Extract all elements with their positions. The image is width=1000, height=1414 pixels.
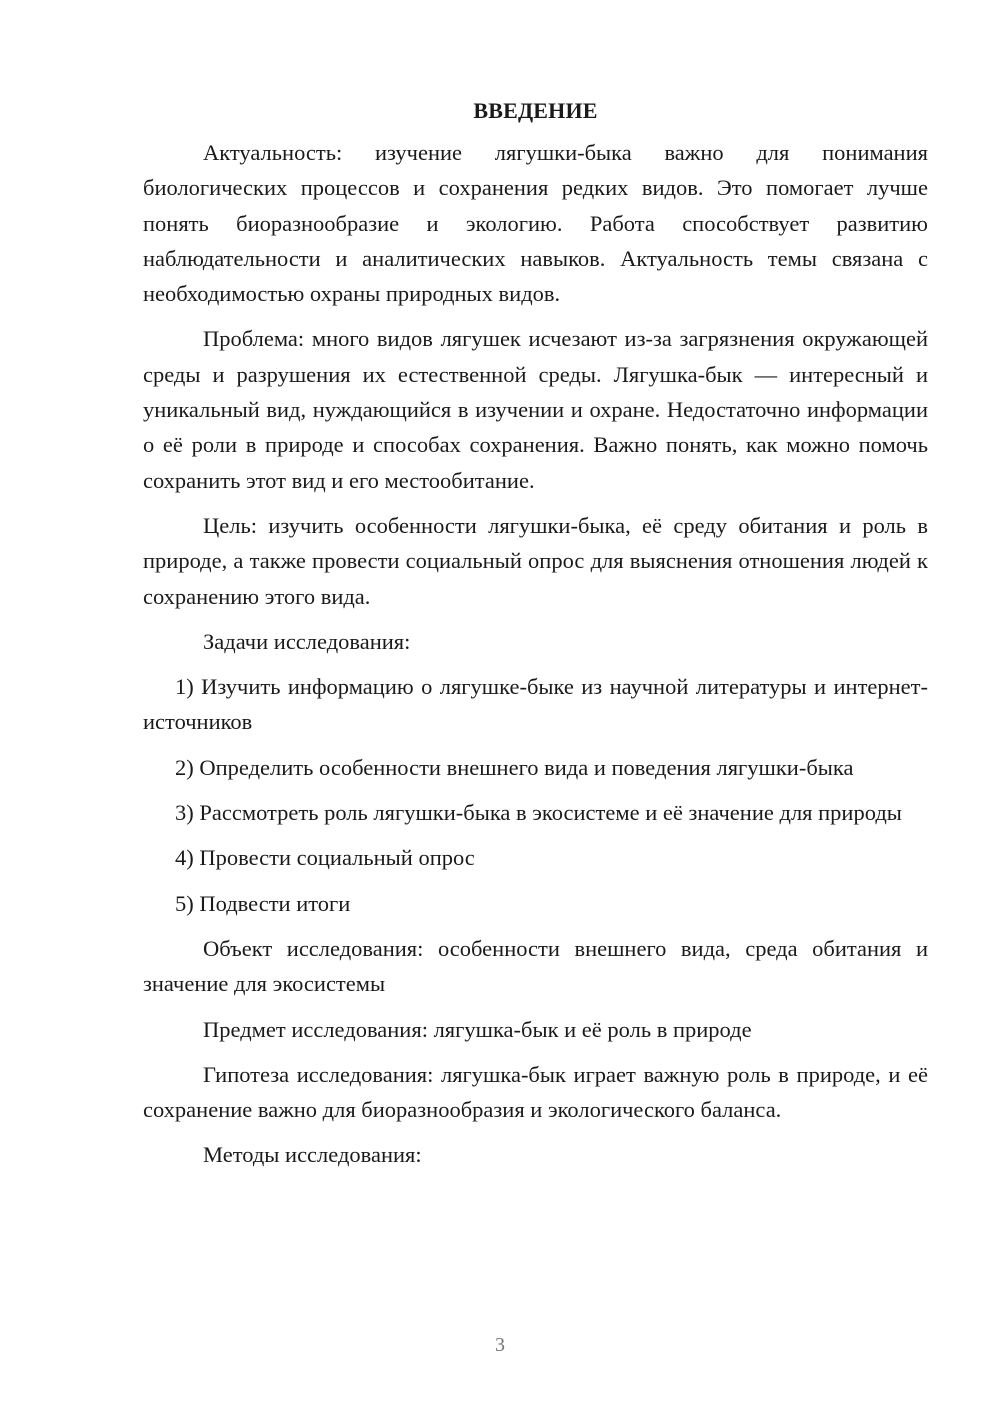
- paragraph-hypothesis: Гипотеза исследования: лягушка-бык играет важную роль в природе, и её сохранение важно для биоразнообразия и экологического баланса.: [143, 1061, 928, 1123]
- paragraph-goal: Цель: изучить особенности лягушки-быка, её среду обитания и роль в природе, а также провести социальный опрос для выяснения отношения людей к сохранению этого вида.: [143, 512, 928, 609]
- section-title: ВВЕДЕНИЕ: [473, 98, 598, 123]
- task-item: 2) Определить особенности внешнего вида и поведения лягушки-быка: [175, 754, 854, 780]
- page-number: 3: [495, 1334, 505, 1356]
- paragraph-problem: Проблема: много видов лягушек исчезают из-за загрязнения окружающей среды и разрушения их естественной среды. Лягушка-бык — интересный и уникальный вид, нуждающийся в изучении и охране. Недостаточно информации о её роли в природе и способах сохранения. Важно понять, как можно помочь сохранить этот вид и его местообитание.: [143, 326, 928, 493]
- task-item: 1) Изучить информацию о лягушке-быке из научной литературы и интернет-источников: [143, 674, 928, 735]
- paragraph-relevance: Актуальность: изучение лягушки-быка важно для понимания биологических процессов и сохранения редких видов. Это помогает лучше понять биоразнообразие и экологию. Работа способствует развитию наблюдательности и аналитических навыков. Актуальность темы связана с необходимостью охраны природных видов.: [143, 140, 928, 307]
- task-item: 4) Провести социальный опрос: [175, 845, 475, 871]
- task-item: 3) Рассмотреть роль лягушки-быка в экосистеме и её значение для природы: [175, 800, 902, 826]
- paragraph-object: Объект исследования: особенности внешнего вида, среда обитания и значение для экосистемы: [143, 935, 928, 997]
- page-content: [143, 96, 928, 1183]
- paragraph-tasks-heading: Задачи исследования:: [203, 628, 411, 654]
- paragraph-subject: Предмет исследования: лягушка-бык и её роль в природе: [203, 1016, 752, 1042]
- task-item: 5) Подвести итоги: [175, 890, 351, 916]
- paragraph-methods: Методы исследования:: [203, 1142, 422, 1168]
